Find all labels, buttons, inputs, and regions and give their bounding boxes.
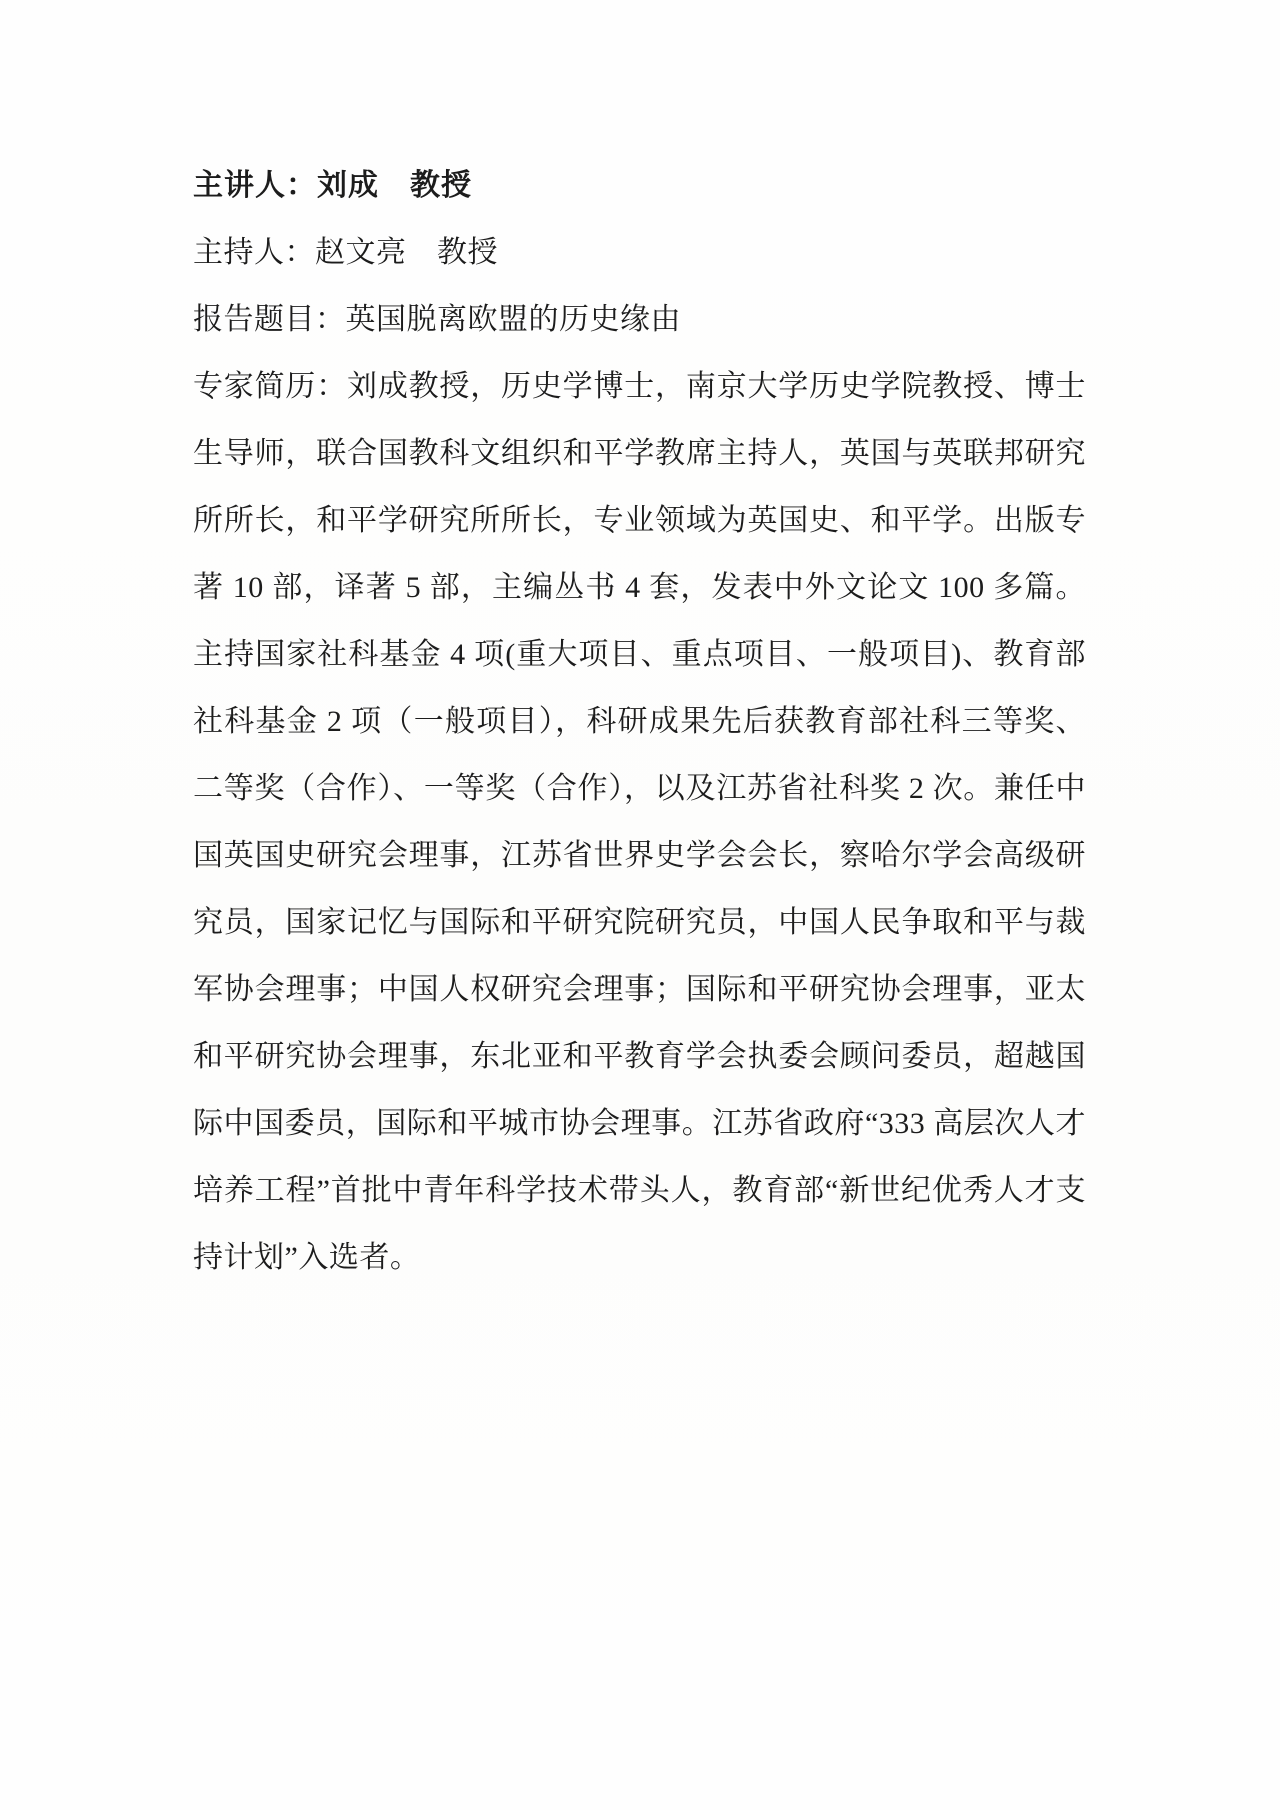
host-line: 主持人：赵文亮 教授 <box>193 236 498 269</box>
report-title-line: 报告题目：英国脱离欧盟的历史缘由 <box>193 303 681 336</box>
expert-bio-paragraph: 专家简历：刘成教授，历史学博士，南京大学历史学院教授、博士生导师，联合国教科文组织和平学教席主持人，英国与英联邦研究所所长，和平学研究所所长，专业领域为英国史、和平学。出版专著 10 部，译著 5 部，主编丛书 4 套，发表中外文论文 100 多篇。主持国家社科基金 4 项(重大项目、重点项目、一般项目)、教育部社科基金 2 项（一般项目），科研成果先后获教育部社科三等奖、二等奖（合作）、一等奖（合作），以及江苏省社科奖 2 次。兼任中国英国史研究会理事，江苏省世界史学会会长，察哈尔学会高级研究员，国家记忆与国际和平研究院研究员，中国人民争取和平与裁军协会理事；中国人权研究会理事；国际和平研究协会理事，亚太和平研究协会理事，东北亚和平教育学会执委会顾问委员，超越国际中国委员，国际和平城市协会理事。江苏省政府“333 高层次人才培养工程”首批中青年科学技术带头人，教育部“新世纪优秀人才支持计划”入选者。 <box>193 370 1086 1274</box>
document-content <box>193 152 1086 1291</box>
speaker-line: 主讲人：刘成 教授 <box>193 169 472 202</box>
